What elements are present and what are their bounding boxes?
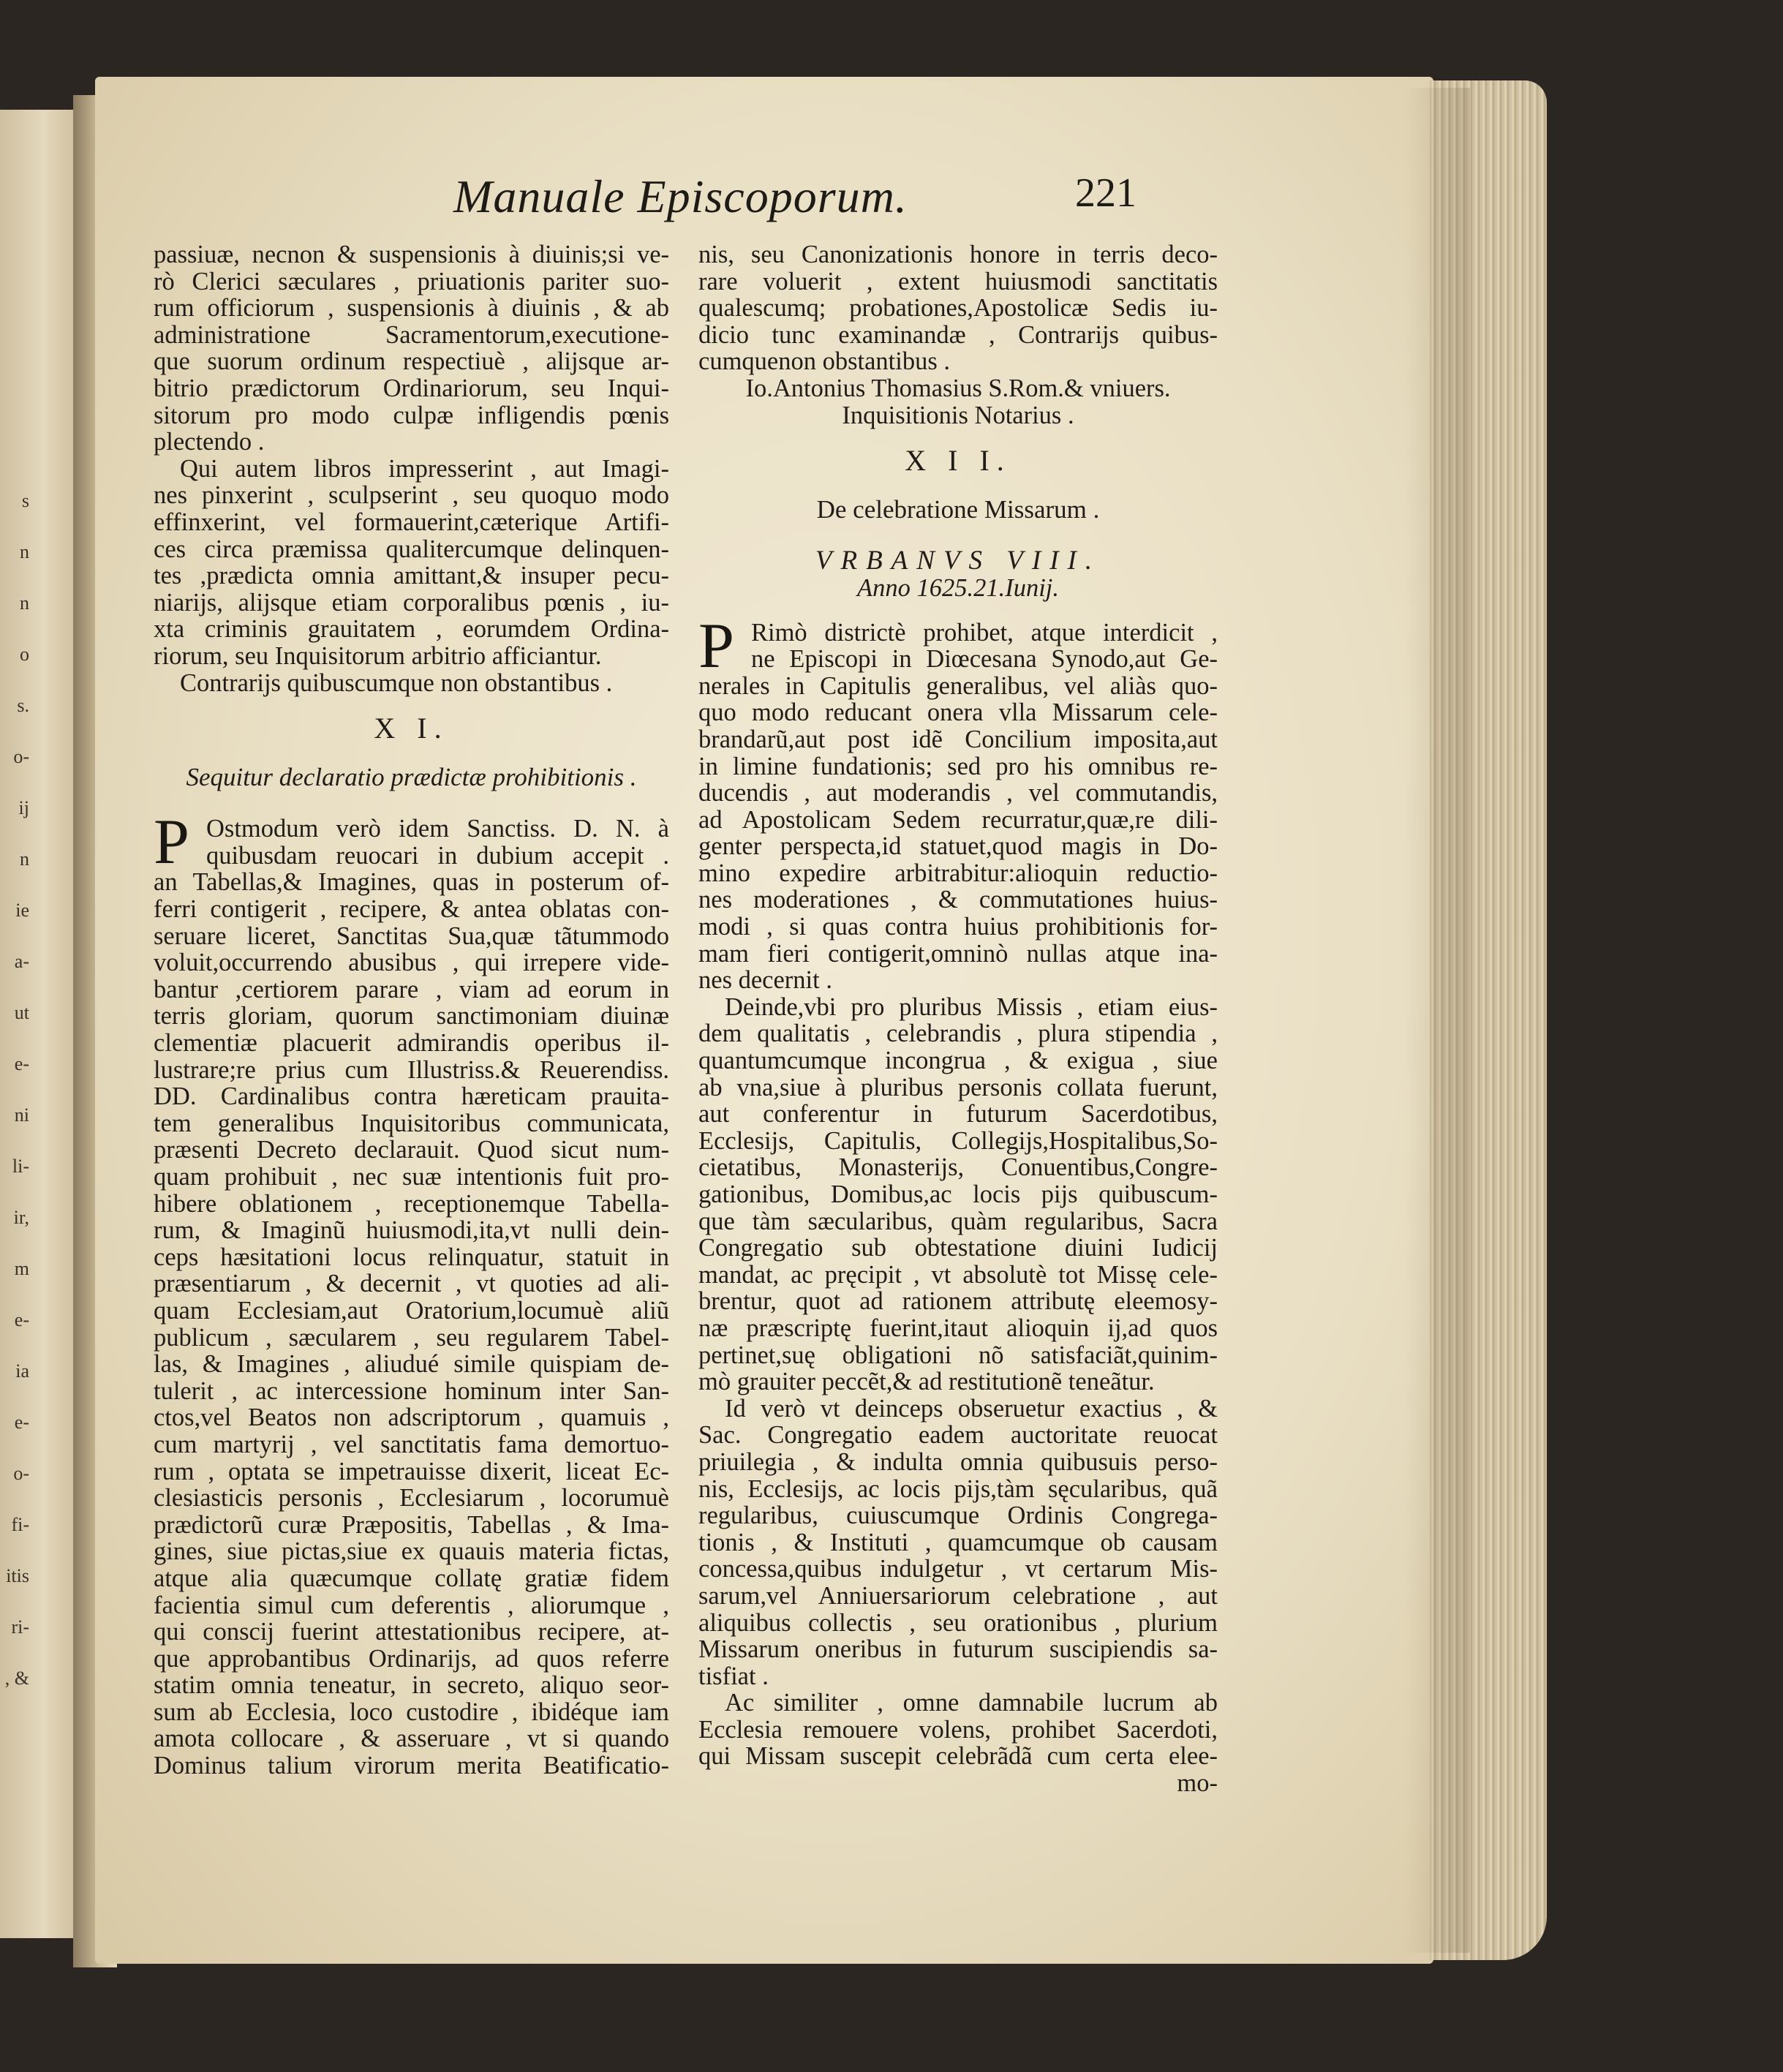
text-line: mam fieri contigerit,omninò nullas atque ina-: [698, 939, 1218, 968]
text-line: bitrio prædictorum Ordinariorum, seu Inqui-: [154, 374, 669, 402]
text-line: quam Ecclesiam,aut Oratorium,locumuè aliũ: [154, 1296, 669, 1325]
text-line: Rimò districtè prohibet, atque interdicit ,: [751, 618, 1218, 647]
paragraph-line: Contrarijs quibuscumque non obstantibus .: [180, 668, 613, 697]
text-line: ne Episcopi in Diœcesana Synodo,aut Ge-: [751, 645, 1218, 674]
margin-fragment: e-: [14, 1309, 29, 1330]
text-line: que tàm sæcularibus, quàm regularibus, Sacra: [698, 1207, 1218, 1235]
text-line: seruare liceret, Sanctitas Sua,quæ tãtummodo: [154, 922, 669, 950]
paragraph-with-dropcap: [154, 807, 669, 878]
text-line: an Tabellas,& Imagines, quas in posterum of-: [154, 868, 669, 897]
text-line: brandarũ,aut post idẽ Concilium imposita,aut: [698, 725, 1218, 753]
text-line: amota collocare , & asseruare , vt si quando: [154, 1725, 669, 1753]
text-line: rò Clerici sæculares , priuationis pariter suo-: [154, 267, 669, 295]
margin-fragment: e-: [14, 1412, 29, 1433]
text-line: prædictorũ curæ Præpositis, Tabellas , & Ima-: [154, 1510, 669, 1539]
paragraph: [154, 456, 669, 670]
margin-fragment: s.: [17, 695, 29, 716]
text-line: niarijs, alijsque etiam corporalibus pœnis , iu-: [154, 588, 669, 617]
text-line: passiuæ, necnon & suspensionis à diuinis;si ve-: [154, 241, 669, 268]
text-line: clementiæ placuerit admirandis operibus il-: [154, 1029, 669, 1058]
margin-fragment: s: [21, 490, 29, 511]
text-line: in limine fundationis; sed pro his omnibus re-: [698, 752, 1218, 780]
text-line: nerales in Capitulis generalibus, vel aliàs quo-: [698, 671, 1218, 700]
text-line: brentur, quot ad rationem attributę eleemosy-: [698, 1287, 1218, 1316]
margin-fragment: ij: [18, 797, 29, 818]
section-number: X I I.: [905, 444, 1011, 478]
section-title: Sequitur declaratio prædictæ prohibitionis .: [186, 762, 637, 791]
text-line: mò grauiter peccẽt,& ad restitutionẽ teneãtur.: [698, 1368, 1155, 1396]
text-line: genter perspecta,id statuet,quod magis in Do-: [698, 832, 1218, 861]
text-line: qualescumq; probationes,Apostolicæ Sedis iu-: [698, 294, 1218, 323]
margin-fragment: ie: [15, 900, 29, 921]
text-line: sum ab Ecclesia, loco custodire , ibidéque iam: [154, 1698, 669, 1726]
margin-fragment: n: [20, 848, 29, 870]
text-line: dicio tunc examinandæ , Contrarijs quibus-: [698, 320, 1218, 349]
text-line: qui conscij fuerint attestationibus recipere, at-: [154, 1618, 669, 1646]
text-line: publicum , sæcularem , seu regularem Tabel-: [154, 1323, 669, 1352]
text-line: priuilegia , & indulta omnia quibusuis perso-: [698, 1447, 1218, 1476]
text-line: cietatibus, Monasterijs, Conuentibus,Congre-: [698, 1153, 1218, 1182]
drop-cap: P: [154, 807, 189, 878]
text-line: næ præscriptę fuerint,itaut alioquin ij,ad quos: [698, 1314, 1218, 1342]
drop-cap: P: [698, 610, 734, 682]
text-line: ces circa præmissa qualitercumque delinquen-: [154, 535, 669, 563]
paragraph: [698, 994, 1218, 1395]
text-line: aliquibus collectis , seu orationibus , plurium: [698, 1608, 1218, 1637]
margin-fragment: li-: [12, 1156, 29, 1177]
running-head: Manuale Episcoporum.: [453, 170, 908, 222]
section-number: X I.: [374, 712, 449, 745]
paragraph: [698, 1395, 1218, 1690]
text-line: Ostmodum verò idem Sanctiss. D. N. à: [206, 815, 669, 843]
pope-name: VRBANVS VIII.: [815, 546, 1101, 576]
text-line: Ecclesia remouere volens, prohibet Sacerdoti,: [698, 1715, 1218, 1744]
text-line: nes moderationes , & commutationes huius-: [698, 886, 1218, 914]
text-line: effinxerint, vel formauerint,cæterique Artifi-: [154, 508, 669, 536]
text-line: statim omnia teneatur, in secreto, aliquo seor-: [154, 1671, 669, 1700]
text-line: tulerit , ac intercessione hominum inter San-: [154, 1376, 669, 1405]
text-line: gines, siue pictas,siue ex quauis materia fictas,: [154, 1537, 669, 1566]
signature-line: Io.Antonius Thomasius S.Rom.& vniuers.: [745, 374, 1171, 402]
text-line: gationibus, Domibus,ac locis pijs quibuscum-: [698, 1180, 1218, 1208]
text-line: tes ,prædicta omnia amittant,& insuper pecu-: [154, 562, 669, 590]
left-page-text-fragments: [0, 475, 29, 1704]
text-line: ab vna,siue à pluribus personis collata fuerunt,: [698, 1073, 1218, 1101]
text-line: ducendis , aut moderandis , vel commutandis,: [698, 779, 1218, 807]
catchword: mo-: [1177, 1769, 1218, 1798]
text-line: rum officiorum , suspensionis à diuinis , & ab: [154, 294, 669, 323]
margin-fragment: o-: [13, 746, 29, 767]
text-line: nis, Ecclesijs, ac locis pijs,tàm sęcularibus, quã: [698, 1474, 1218, 1503]
text-line: ceps hæsitationi locus relinquatur, statuit in: [154, 1243, 669, 1271]
text-line: terris gloriam, quorum sanctimoniam diuinæ: [154, 1002, 669, 1031]
text-line: nes decernit .: [698, 966, 832, 995]
right-column: [698, 241, 1218, 1797]
text-line: administratione Sacramentorum,executione-: [154, 320, 669, 349]
text-line: nis, seu Canonizationis honore in terris deco-: [698, 241, 1218, 268]
margin-fragment: m: [14, 1258, 29, 1279]
page-number: 221: [1075, 170, 1136, 216]
text-line: regularibus, cuiuscumque Ordinis Congrega-: [698, 1502, 1218, 1530]
text-line: Congregatio sub obtestatione diuini Iudicij: [698, 1234, 1218, 1262]
text-line: facientia simul cum deferentis , aliorumque ,: [154, 1591, 669, 1619]
text-line: lustrare;re prius cum Illustriss.& Reuerendiss.: [154, 1055, 669, 1084]
margin-fragment: ut: [14, 1002, 29, 1023]
margin-fragment: o: [20, 644, 29, 665]
paragraph: [154, 869, 669, 1779]
text-line: Ecclesijs, Capitulis, Collegijs,Hospitalibus,So-: [698, 1126, 1218, 1155]
signature-line: Inquisitionis Notarius .: [842, 401, 1074, 429]
margin-fragment: fi-: [11, 1514, 29, 1535]
text-line: voluit,occurrendo abusibus , qui irrepere vide-: [154, 949, 669, 977]
paragraph: [698, 1689, 1218, 1770]
text-line: Qui autem libros impresserint , aut Imagi-: [180, 454, 669, 483]
text-line: xta criminis grauitatem , eorumdem Ordina-: [154, 615, 669, 644]
paragraph: [698, 673, 1218, 994]
text-line: rum, & Imaginũ huiusmodi,ita,vt nulli dein-: [154, 1216, 669, 1245]
text-line: Ac similiter , omne damnabile lucrum ab: [725, 1689, 1218, 1717]
text-line: que approbantibus Ordinarijs, ad quos referre: [154, 1644, 669, 1673]
margin-fragment: ia: [15, 1360, 29, 1382]
text-line: mandat, ac pręcipit , vt absolutè tot Missę cele-: [698, 1260, 1218, 1289]
text-line: Deinde,vbi pro pluribus Missis , etiam eius-: [725, 992, 1218, 1021]
text-line: sarum,vel Anniuersariorum celebratione , aut: [698, 1581, 1218, 1610]
text-line: riorum, seu Inquisitorum arbitrio afficiantur.: [154, 641, 602, 670]
text-line: cum martyrij , vel sanctitatis fama demortuo-: [154, 1430, 669, 1458]
margin-fragment: ir,: [13, 1207, 29, 1228]
text-line: qui Missam suscepit celebrãdã cum certa elee-: [698, 1742, 1218, 1771]
text-line: clesiasticis personis , Ecclesiarum , locorumuè: [154, 1484, 669, 1512]
text-line: que suorum ordinum respectiuè , alijsque ar-: [154, 347, 669, 376]
text-line: aut conferentur in futurum Sacerdotibus,: [698, 1100, 1218, 1129]
text-line: præsentiarum , & decernit , vt quoties ad ali-: [154, 1270, 669, 1298]
text-line: rum , optata se impetrauisse dixerit, liceat Ec-: [154, 1457, 669, 1485]
text-line: plectendo .: [154, 428, 265, 456]
text-line: cumquenon obstantibus .: [698, 347, 951, 376]
text-line: præsenti Decreto declarauit. Quod sicut num-: [154, 1136, 669, 1164]
text-line: dem qualitatis , celebrandis , plura stipendia ,: [698, 1020, 1218, 1048]
margin-fragment: a-: [14, 951, 29, 972]
paragraph: [698, 241, 1218, 375]
margin-fragment: n: [20, 541, 29, 562]
text-line: Dominus talium virorum merita Beatificatio-: [154, 1752, 669, 1780]
text-line: quo modo reducant onera vlla Missarum cele-: [698, 698, 1218, 727]
text-line: modi , si quas contra huius prohibitionis for-: [698, 913, 1218, 941]
section-title: De celebratione Missarum .: [816, 494, 1100, 524]
paragraph: [154, 241, 669, 456]
text-line: pertinet,suę obligationi nõ satisfaciãt,quinim-: [698, 1341, 1218, 1369]
text-line: quibusdam reuocari in dubium accepit .: [206, 841, 669, 870]
text-line: nes pinxerint , sculpserint , seu quoquo modo: [154, 481, 669, 510]
text-line: hibere oblationem , receptionemque Tabella-: [154, 1189, 669, 1218]
text-line: DD. Cardinalibus contra hæreticam prauita-: [154, 1082, 669, 1111]
text-line: tionis , & Instituti , quamcumque ob causam: [698, 1528, 1218, 1556]
text-line: concessa,quibus indulgetur , vt certarum Mis-: [698, 1555, 1218, 1583]
text-line: Id verò vt deinceps obseruetur exactius , &: [725, 1394, 1218, 1423]
margin-fragment: n: [20, 592, 29, 614]
left-column: [154, 241, 669, 1779]
text-line: quam prohibuit , nec suæ intentionis fuit pro-: [154, 1163, 669, 1191]
margin-fragment: e-: [14, 1053, 29, 1074]
text-line: tem generalibus Inquisitoribus communicata,: [154, 1109, 669, 1137]
text-line: ctos,vel Beatos non adscriptorum , quamuis ,: [154, 1404, 669, 1432]
text-line: Missarum oneribus in futurum suscipiendis sa-: [698, 1635, 1218, 1664]
text-line: bantur ,certiorem parare , viam ad eorum in: [154, 975, 669, 1003]
text-line: ad Apostolicam Sedem recurratur,quæ,re dili-: [698, 805, 1218, 834]
margin-fragment: ni: [14, 1104, 29, 1126]
text-line: atque alia quæcumque collatę gratiæ fidem: [154, 1564, 669, 1592]
margin-fragment: o-: [13, 1463, 29, 1484]
margin-fragment: itis: [6, 1565, 29, 1586]
page-shadow: [1404, 88, 1470, 1953]
text-line: Sac. Congregatio eadem auctoritate reuocat: [698, 1421, 1218, 1450]
decree-date: Anno 1625.21.Iunij.: [857, 573, 1059, 602]
text-line: las, & Imagines , aliudué simile quispiam de-: [154, 1350, 669, 1379]
text-line: sitorum pro modo culpæ infligendis pœnis: [154, 401, 669, 429]
margin-fragment: , &: [4, 1668, 29, 1689]
text-line: mino expedire arbitrabitur:alioquin reductio-: [698, 859, 1218, 887]
text-line: quantumcumque incongrua , & exigua , siue: [698, 1047, 1218, 1075]
text-line: tisfiat .: [698, 1662, 769, 1690]
paragraph-with-dropcap: [698, 610, 1218, 682]
margin-fragment: ri-: [11, 1616, 29, 1638]
text-line: rare voluerit , extent huiusmodi sanctitatis: [698, 267, 1218, 295]
text-line: ferri contigerit , recipere, & antea oblatas con-: [154, 895, 669, 924]
